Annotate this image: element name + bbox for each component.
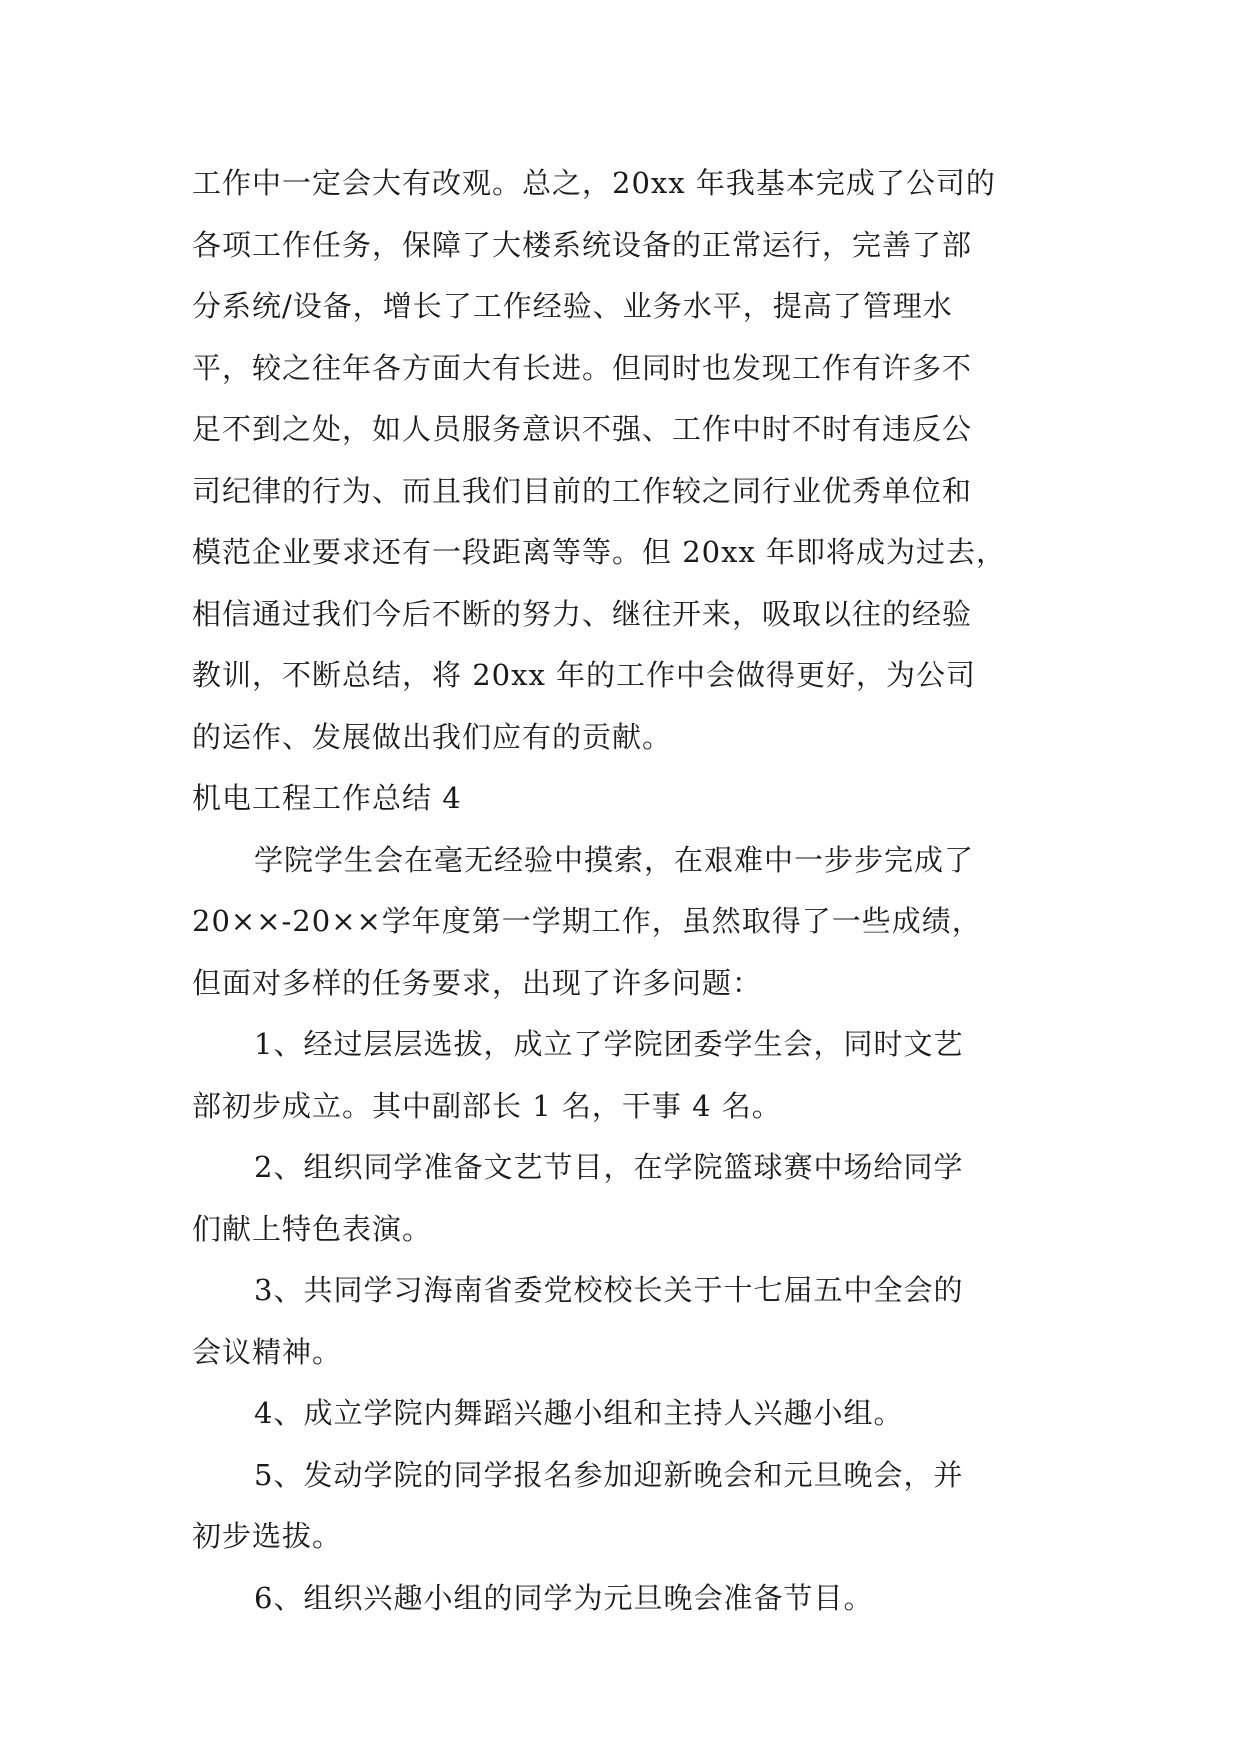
text-line: 司纪律的行为、而且我们目前的工作较之同行业优秀单位和 [192,473,973,508]
text-line: 平，较之往年各方面大有长进。但同时也发现工作有许多不 [192,350,973,385]
text-line: 们献上特色表演。 [192,1211,433,1246]
list-item-3: 3、共同学习海南省委党校校长关于十七届五中全会的 [254,1273,964,1307]
text-line: 各项工作任务，保障了大楼系统设备的正常运行，完善了部 [192,227,973,262]
text-line: 模范企业要求还有一段距离等等。但 20xx 年即将成为过去， [192,535,1007,569]
text-line: 但面对多样的任务要求，出现了许多问题： [192,965,763,1000]
list-item-1: 1、经过层层选拔，成立了学院团委学生会，同时文艺 [254,1027,964,1061]
text-line: 20××-20××学年度第一学期工作，虽然取得了一些成绩， [192,904,982,938]
text-line: 分系统/设备，增长了工作经验、业务水平，提高了管理水 [192,289,953,323]
text-line: 初步选拔。 [192,1519,343,1553]
list-item-4: 4、成立学院内舞蹈兴趣小组和主持人兴趣小组。 [254,1396,904,1430]
text-line: 会议精神。 [192,1334,343,1369]
text-line: 部初步成立。其中副部长 1 名，干事 4 名。 [192,1088,782,1123]
text-line: 足不到之处，如人员服务意识不强、工作中时不时有违反公 [192,412,973,446]
text-line: 教训，不断总结，将 20xx 年的工作中会做得更好，为公司 [192,658,977,692]
list-item-2: 2、组织同学准备文艺节目，在学院篮球赛中场给同学 [254,1150,964,1184]
paragraph-first-line: 学院学生会在毫无经验中摸索，在艰难中一步步完成了 [254,842,975,877]
text-line: 相信通过我们今后不断的努力、继往开来，吸取以往的经验 [192,596,973,631]
text-line: 工作中一定会大有改观。总之，20xx 年我基本完成了公司的 [192,166,996,200]
section-heading: 机电工程工作总结 4 [192,781,462,815]
document-body [192,160,1052,1636]
list-item-6: 6、组织兴趣小组的同学为元旦晚会准备节目。 [254,1580,874,1615]
text-line: 的运作、发展做出我们应有的贡献。 [192,719,673,754]
list-item-5: 5、发动学院的同学报名参加迎新晚会和元旦晚会，并 [254,1457,964,1492]
